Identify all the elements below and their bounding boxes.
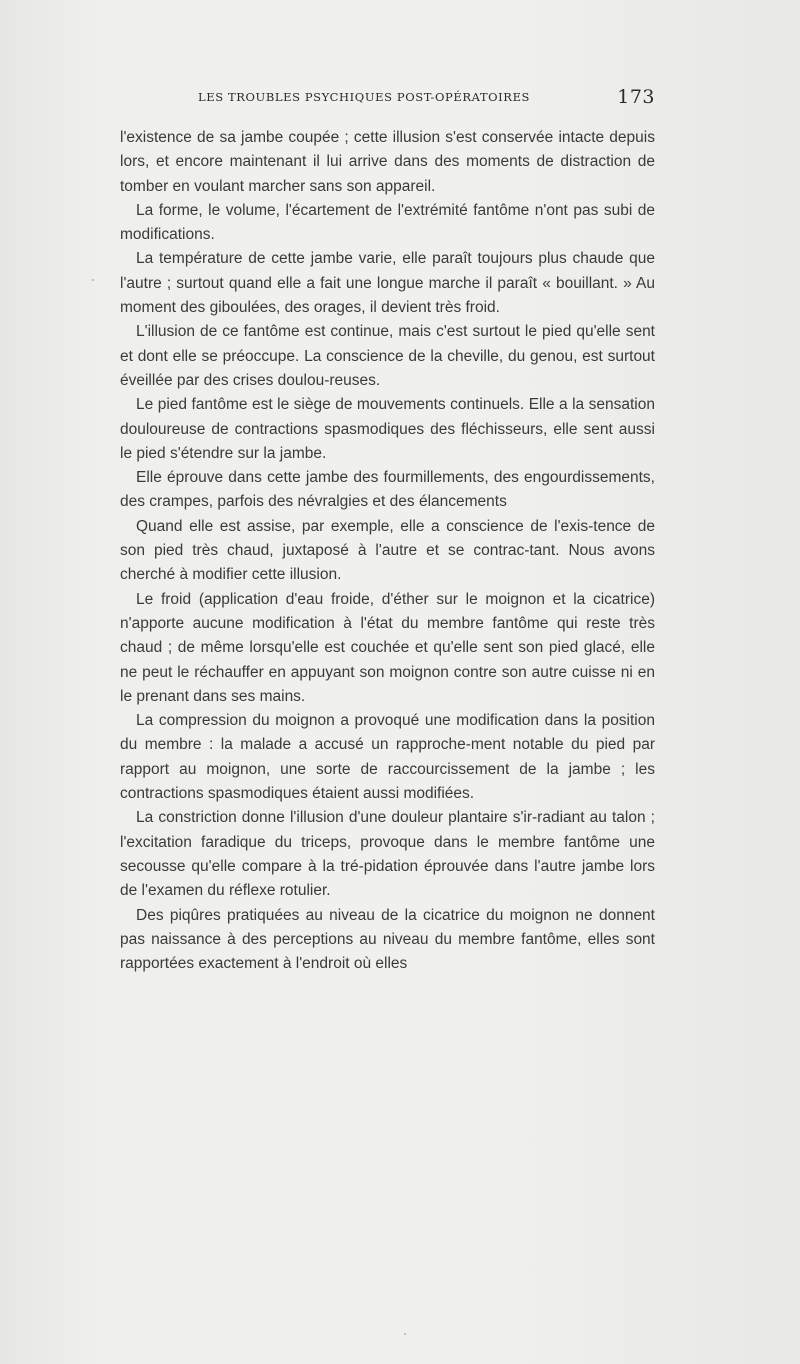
page-number: 173 xyxy=(617,86,655,108)
paragraph: l'existence de sa jambe coupée ; cette illusion s'est conservée intacte depuis lors, et encore maintenant il lui arrive dans des moments de distraction de tomber en voulant marcher sans son appareil. xyxy=(120,129,655,195)
paper-speck xyxy=(92,279,94,281)
paragraph: Le froid (application d'eau froide, d'éther sur le moignon et la cicatrice) n'apporte aucune modification à l'état du membre fantôme qui reste très chaud ; de même lorsqu'elle est couchée et qu'elle sent son pied glacé, elle ne peut le réchauffer en appuyant son moignon contre son autre cuisse ni en le prenant dans ses mains. xyxy=(120,590,655,705)
paragraph: La constriction donne l'illusion d'une douleur plantaire s'ir-radiant au talon ; l'excitation faradique du triceps, provoque dans le membre fantôme une secousse qu'elle compare à la tré-pidation éprouvée dans l'autre jambe lors de l'examen du réflexe rotulier. xyxy=(120,809,655,900)
paragraph: Quand elle est assise, par exemple, elle a conscience de l'exis-tence de son pied très chaud, juxtaposé à l'autre et se contrac-tant. Nous avons cherché à modifier cette illusion. xyxy=(120,517,655,584)
paragraph: L'illusion de ce fantôme est continue, mais c'est surtout le pied qu'elle sent et dont elle se préoccupe. La conscience de la cheville, du genou, est surtout éveillée par des crises doulou-reuses. xyxy=(120,323,655,389)
paragraph: La température de cette jambe varie, elle paraît toujours plus chaude que l'autre ; surtout quand elle a fait une longue marche il paraît « bouillant. » Au moment des giboulées, des orages, il devient très froid. xyxy=(120,250,655,317)
paragraph: Le pied fantôme est le siège de mouvements continuels. Elle a la sensation douloureuse de contractions spasmodiques des fléchisseurs, elle sent aussi le pied s'étendre sur la jambe. xyxy=(120,396,655,462)
paragraph: Des piqûres pratiquées au niveau de la cicatrice du moignon ne donnent pas naissance à des perceptions au niveau du membre fantôme, elles sont rapportées exactement à l'endroit où elles xyxy=(120,906,655,973)
paragraph: Elle éprouve dans cette jambe des fourmillements, des engourdissements, des crampes, parfois des névralgies et des élancements xyxy=(120,469,655,511)
running-title: LES TROUBLES PSYCHIQUES POST-OPÉRATOIRES xyxy=(198,90,531,104)
paragraph: La forme, le volume, l'écartement de l'extrémité fantôme n'ont pas subi de modifications. xyxy=(120,201,655,244)
paper-speck xyxy=(404,1333,406,1335)
body-text xyxy=(120,126,655,976)
running-head xyxy=(120,86,655,110)
paragraph: La compression du moignon a provoqué une modification dans la position du membre : la malade a accusé un rapproche-ment notable du pied par rapport au moignon, une sorte de raccourcissement de la jambe ; les contractions spasmodiques étaient aussi modifiées. xyxy=(120,712,655,803)
